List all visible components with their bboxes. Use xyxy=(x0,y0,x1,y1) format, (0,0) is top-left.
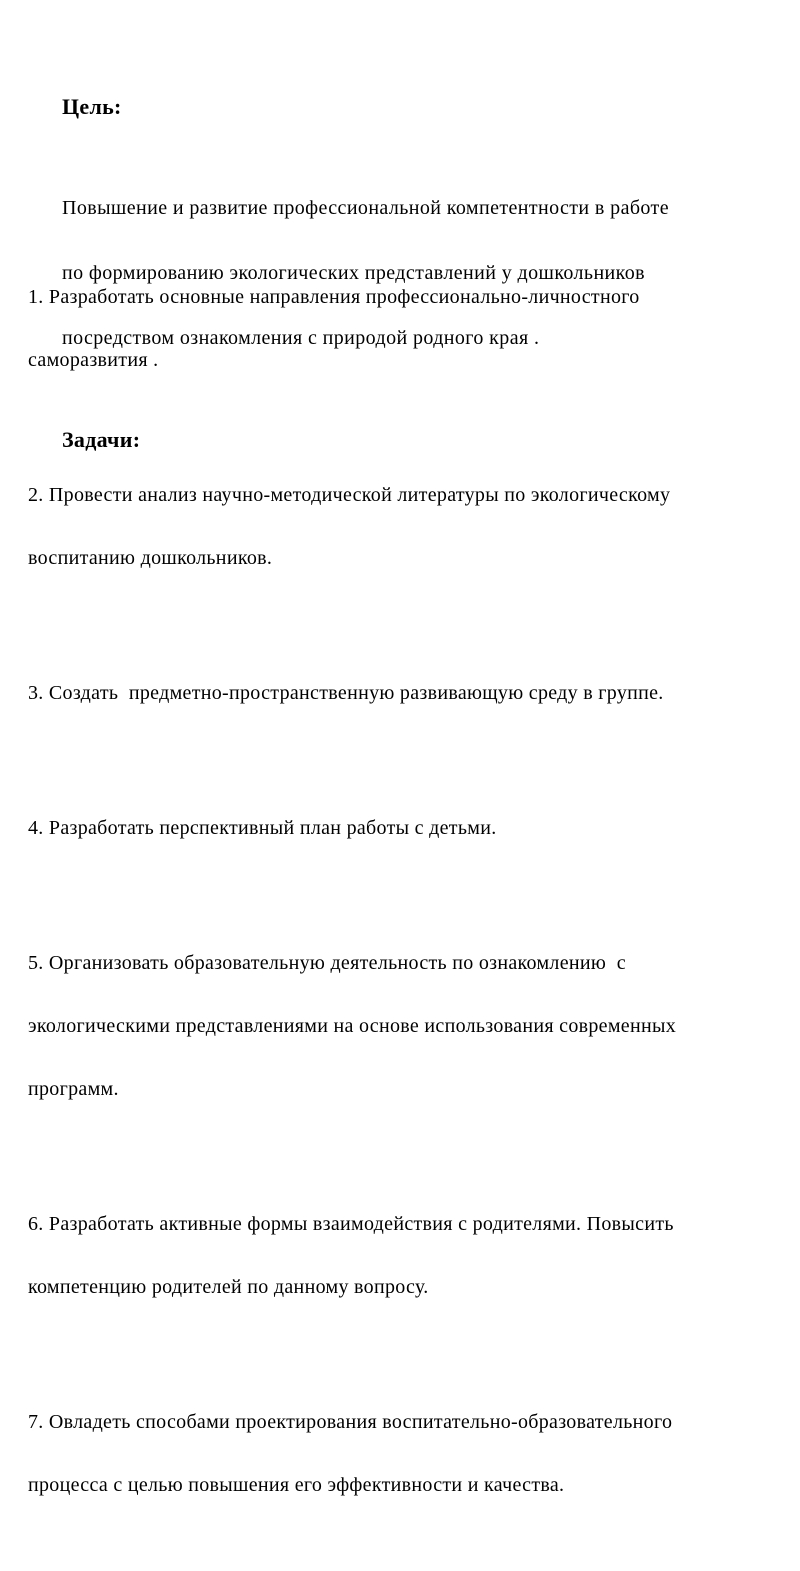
task-item-line: программ. xyxy=(28,1078,119,1100)
task-item xyxy=(28,446,676,608)
task-item xyxy=(28,779,676,878)
task-item-line: процесса с целью повышения его эффективности и качества. xyxy=(28,1474,565,1496)
task-item-line: 7. Овладеть способами проектирования воспитательно-образовательного xyxy=(28,1411,673,1433)
task-item-line: 3. Создать предметно-пространственную развивающую среду в группе. xyxy=(28,682,664,704)
tasks-list xyxy=(28,212,676,1571)
task-item-line: 5. Организовать образовательную деятельность по ознакомлению с xyxy=(28,952,626,974)
task-item-line: 6. Разработать активные формы взаимодействия с родителями. Повысить xyxy=(28,1213,674,1235)
task-item xyxy=(28,644,676,743)
goal-text-line: по формированию экологических представлений у дошкольников xyxy=(62,262,646,284)
tasks-heading: Задачи: xyxy=(62,427,141,452)
task-item-line: саморазвития . xyxy=(28,349,159,371)
task-item xyxy=(28,1373,676,1535)
task-item-line: воспитанию дошкольников. xyxy=(28,547,273,569)
task-item-line: 2. Провести анализ научно-методической литературы по экологическому xyxy=(28,484,671,506)
task-item xyxy=(28,914,676,1139)
goal-text-line: Повышение и развитие профессиональной компетентности в работе xyxy=(62,197,669,219)
goal-heading: Цель: xyxy=(62,94,122,119)
task-item-line: 4. Разработать перспективный план работы с детьми. xyxy=(28,817,497,839)
task-item-line: экологическими представлениями на основе использования современных xyxy=(28,1015,677,1037)
goal-text-line: посредством ознакомления с природой родного края . xyxy=(62,327,540,349)
task-item-line: 1. Разработать основные направления профессионально-личностного xyxy=(28,286,640,308)
task-item xyxy=(28,1175,676,1337)
task-item xyxy=(28,248,676,410)
task-item-line: компетенцию родителей по данному вопросу. xyxy=(28,1276,429,1298)
